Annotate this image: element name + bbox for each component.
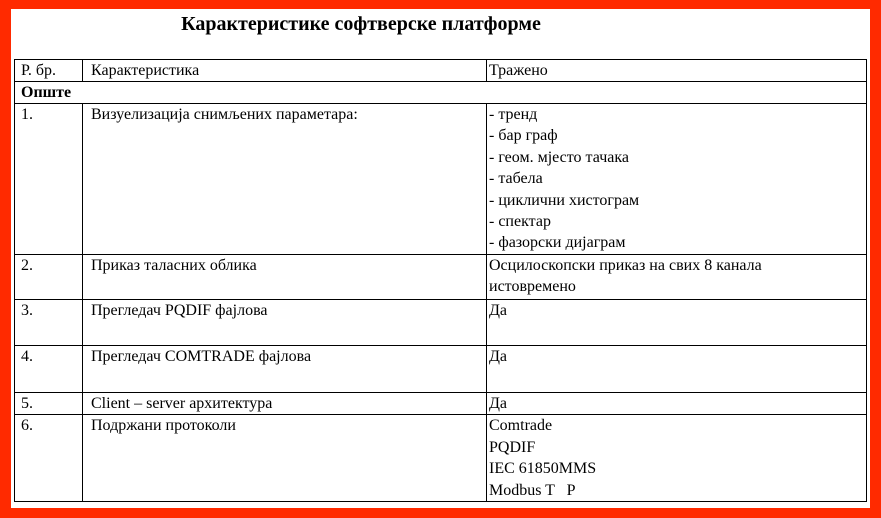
row-number: 6. — [15, 415, 83, 502]
list-item: - бар граф — [489, 127, 558, 145]
list-item: - фазорски дијаграм — [489, 234, 626, 252]
list-item: PQDIF — [489, 438, 536, 456]
list-item: истовремено — [489, 278, 576, 296]
table-row — [15, 255, 867, 300]
list-item: - табела — [489, 170, 543, 188]
row-characteristic: Приказ таласних облика — [83, 255, 487, 300]
row-required — [487, 415, 867, 502]
row-number: 2. — [15, 255, 83, 300]
section-row — [15, 82, 867, 104]
table-row — [15, 415, 867, 502]
row-number: 1. — [15, 104, 83, 255]
list-item: - циклични хистограм — [489, 191, 640, 209]
list-item: - спектар — [489, 213, 551, 231]
header-required: Тражено — [487, 60, 867, 82]
list-item: Modbus T P — [489, 481, 576, 499]
document-title: Карактеристике софтверске платформе — [181, 13, 541, 35]
list-item: Comtrade — [489, 417, 553, 435]
row-required — [487, 393, 867, 415]
section-label: Опште — [15, 82, 867, 104]
list-item: Осцилоскопски приказ на свих 8 канала — [489, 257, 762, 274]
list-item: IEC 61850MMS — [489, 460, 597, 478]
table-row — [15, 346, 867, 393]
table-row — [15, 393, 867, 415]
row-required — [487, 104, 867, 255]
row-characteristic: Визуелизација снимљених параметара: — [83, 104, 487, 255]
document-page — [11, 9, 870, 508]
row-number: 5. — [15, 393, 83, 415]
list-item: - тренд — [489, 106, 538, 123]
list-item: Да — [489, 302, 508, 319]
row-number: 4. — [15, 346, 83, 393]
row-required — [487, 300, 867, 346]
header-characteristic: Карактеристика — [83, 60, 487, 82]
table-header-row — [15, 60, 867, 82]
row-characteristic: Прегледач COMTRADE фајлова — [83, 346, 487, 393]
row-characteristic: Подржани протоколи — [83, 415, 487, 502]
row-characteristic: Client – server архитектура — [83, 393, 487, 415]
list-item: Да — [489, 348, 508, 365]
list-item: Да — [489, 395, 508, 412]
list-item: - геом. мјесто тачака — [489, 148, 629, 166]
table-row — [15, 104, 867, 255]
row-number: 3. — [15, 300, 83, 346]
characteristics-table — [14, 59, 867, 502]
row-characteristic: Прегледач PQDIF фајлова — [83, 300, 487, 346]
row-required — [487, 346, 867, 393]
row-required — [487, 255, 867, 300]
header-number: Р. бр. — [15, 60, 83, 82]
table-row — [15, 300, 867, 346]
